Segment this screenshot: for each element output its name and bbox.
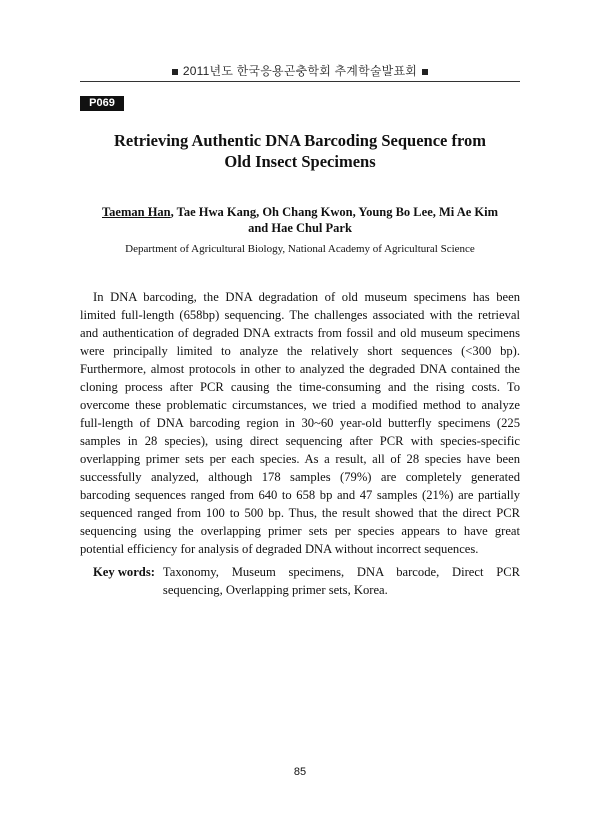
coauthors: , Tae Hwa Kang, Oh Chang Kwon, Young Bo Lee, Mi Ae Kim bbox=[170, 205, 499, 219]
keywords bbox=[80, 563, 520, 599]
page-number: 85 bbox=[293, 766, 307, 778]
square-bullet-icon bbox=[422, 69, 428, 75]
title-line-1: Retrieving Authentic DNA Barcoding Sequence from bbox=[114, 131, 486, 150]
author-line-1 bbox=[80, 204, 520, 220]
author-line-2: and Hae Chul Park bbox=[248, 221, 352, 235]
header-rule bbox=[80, 81, 520, 82]
presenting-author: Taeman Han bbox=[101, 205, 171, 219]
affiliation: Department of Agricultural Biology, National Academy of Agricultural Science bbox=[125, 243, 475, 255]
keywords-text: Taxonomy, Museum specimens, DNA barcode, Direct PCR sequencing, Overlapping primer sets, Korea. bbox=[162, 565, 520, 597]
conference-name: 2011년도 한국응용곤충학회 추계학술발표회 bbox=[182, 64, 418, 78]
square-bullet-icon bbox=[172, 69, 178, 75]
keywords-label: Key words: bbox=[93, 565, 155, 579]
paper-title bbox=[80, 130, 520, 172]
running-header bbox=[80, 62, 520, 79]
title-line-2: Old Insect Specimens bbox=[224, 152, 376, 171]
presentation-code-badge: P069 bbox=[80, 96, 124, 111]
author-list bbox=[80, 204, 520, 236]
abstract-body: In DNA barcoding, the DNA degradation of old museum specimens has been limited full-length (658bp) sequencing. The challenges associated with the retrieval and authentication of degraded DNA extracts from fossil and old museum specimens were principally limited to analyze the relatively short sequences (<300 bp). Furthermore, almost protocols in other to analyzed the degraded DNA contained the cloning process after PCR causing the time-consuming and the rising costs. To overcome these problematic circumstances, we tried a modified method to analyze full-length of DNA barcoding region in 30~60 year-old butterfly specimens (225 samples in 28 species), using direct sequencing after PCR with species-specific overlapping primer sets per each species. As a result, all of 28 species have been successfully analyzed, although 178 samples (79%) are completely generated barcoding sequences ranged from 640 to 658 bp and 47 samples (21%) are partially sequenced ranged from 100 to 500 bp. Thus, the result showed that the direct PCR sequencing using the overlapping primer sets per species appears to have great potential efficiency for analysis of degraded DNA without incorrect sequences. bbox=[80, 290, 520, 556]
